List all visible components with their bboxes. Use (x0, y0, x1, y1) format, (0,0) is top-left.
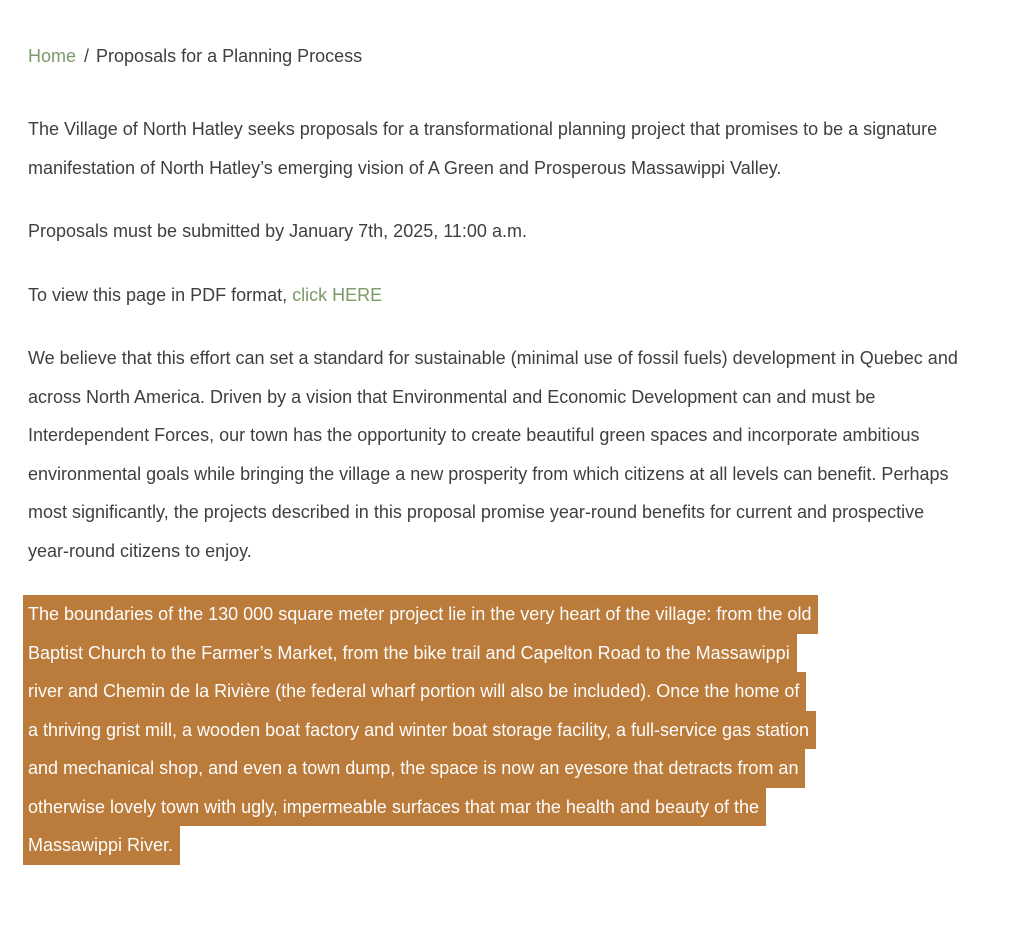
highlighted-line-text: otherwise lovely town with ugly, impermeable surfaces that mar the health and beauty of the (23, 788, 766, 827)
highlighted-line (23, 826, 994, 865)
breadcrumb-home-link[interactable]: Home (28, 46, 77, 66)
highlighted-line (23, 711, 994, 750)
highlighted-line-text: Baptist Church to the Farmer’s Market, from the bike trail and Capelton Road to the Massawippi (23, 634, 797, 673)
highlighted-line (23, 595, 994, 634)
highlighted-line-text: and mechanical shop, and even a town dump, the space is now an eyesore that detracts from an (23, 749, 805, 788)
breadcrumb-separator: / (84, 46, 90, 66)
paragraph-intro: The Village of North Hatley seeks proposals for a transformational planning project that promises to be a signature manifestation of North Hatley’s emerging vision of A Green and Prosperous Massawippi Valley. (28, 119, 938, 178)
highlighted-line (23, 788, 994, 827)
breadcrumb (28, 44, 994, 68)
main-content (0, 44, 1024, 865)
highlighted-paragraph (23, 595, 994, 865)
highlighted-line-text: The boundaries of the 130 000 square meter project lie in the very heart of the village: from the old (23, 595, 818, 634)
highlighted-line-text: river and Chemin de la Rivière (the federal wharf portion will also be included). Once the home of (23, 672, 806, 711)
paragraph-deadline: Proposals must be submitted by January 7th, 2025, 11:00 a.m. (28, 221, 527, 241)
highlighted-line (23, 634, 994, 673)
pdf-link[interactable]: click HERE (292, 284, 383, 305)
highlighted-line-text: Massawippi River. (23, 826, 180, 865)
breadcrumb-current-page: Proposals for a Planning Process (96, 46, 363, 66)
paragraph-pdf (28, 276, 966, 315)
paragraph-vision: We believe that this effort can set a standard for sustainable (minimal use of fossil fuels) development in Quebec and across North America. Driven by a vision that Environmental and Economic Development can and must be Interdependent Forces, our town has the opportunity to create beautiful green spaces and incorporate ambitious environmental goals while bringing the village a new prosperity from which citizens at all levels can benefit. Perhaps most significantly, the projects described in this proposal promise year-round benefits for current and prospective year-round citizens to enjoy. (28, 348, 958, 561)
highlighted-line (23, 749, 994, 788)
highlighted-line (23, 672, 994, 711)
pdf-line-prefix: To view this page in PDF format, (28, 284, 293, 305)
highlighted-line-text: a thriving grist mill, a wooden boat factory and winter boat storage facility, a full-service gas station (23, 711, 816, 750)
